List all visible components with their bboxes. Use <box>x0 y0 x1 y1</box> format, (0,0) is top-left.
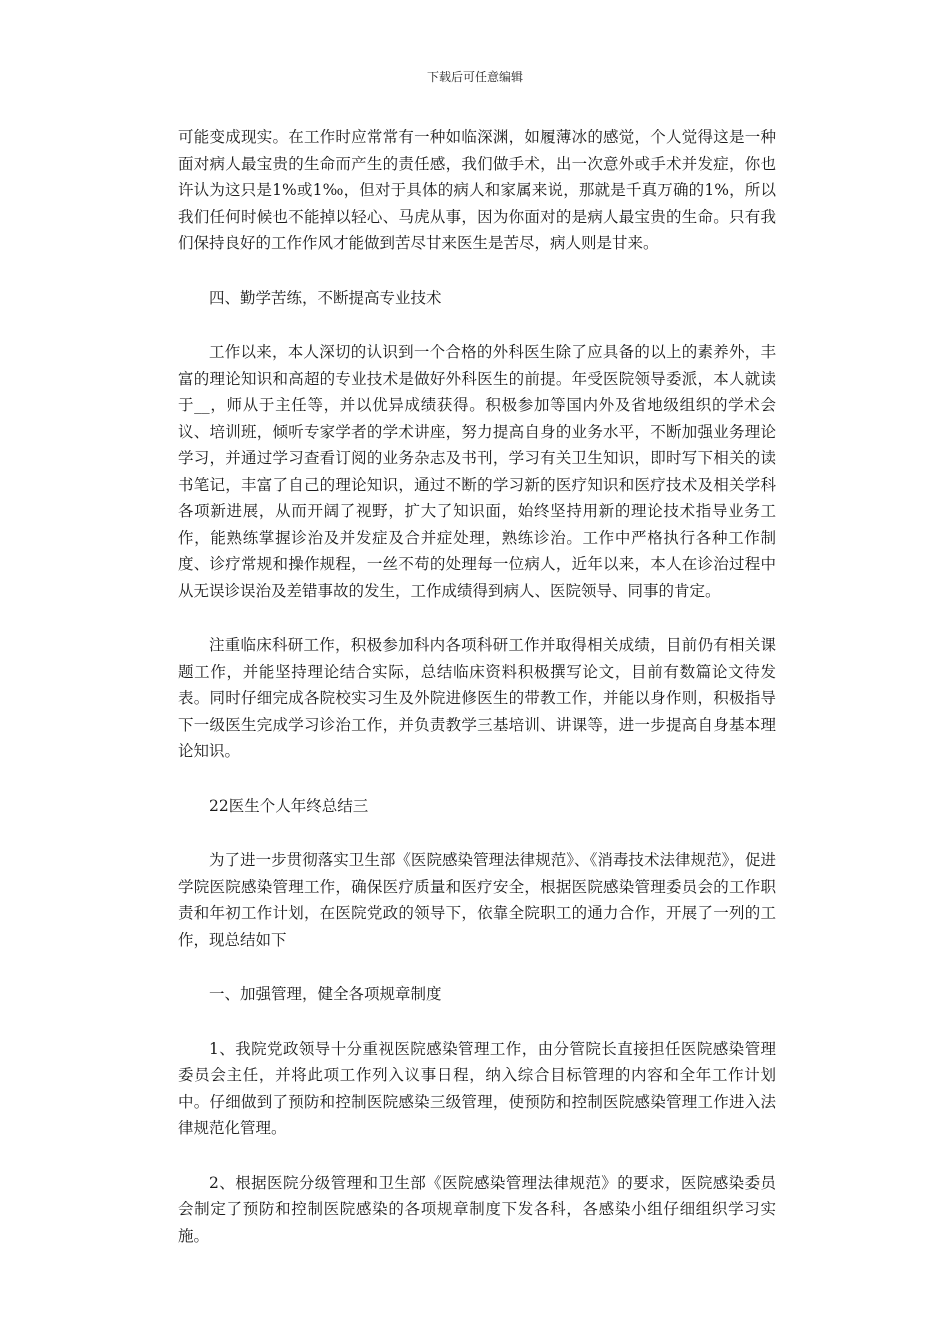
paragraph-research: 注重临床科研工作，积极参加科内各项科研工作并取得相关成绩，目前仍有相关课题工作，并能坚持理论结合实际，总结临床资料积极撰写论文，目前有数篇论文待发表。同时仔细完成各院校实习生及外院进修医生的带教工作，并能以身作则，积极指导下一级医生完成学习诊治工作，并负责教学三基培训、讲课等，进一步提高自身基本理论知识。 <box>178 636 776 760</box>
page-header: 下载后可任意编辑 <box>426 70 523 84</box>
paragraph-continuation: 可能变成现实。在工作时应常常有一种如临深渊，如履薄冰的感觉，个人觉得这是一种面对病人最宝贵的生命而产生的责任感，我们做手术，出一次意外或手术并发症，你也许认为这只是1%或1‰，但对于具体的病人和家属来说，那就是千真万确的1%，所以我们任何时候也不能掉以轻心、马虎从事，因为你面对的是病人最宝贵的生命。只有我们保持良好的工作作风才能做到苦尽甘来医生是苦尽，病人则是甘来。 <box>178 128 776 252</box>
section-heading-study: 四、勤学苦练，不断提高专业技术 <box>209 288 442 307</box>
paragraph-infection-intro: 为了进一步贯彻落实卫生部《医院感染管理法律规范》、《消毒技术法律规范》，促进学院医院感染管理工作，确保医疗质量和医疗安全，根据医院感染管理委员会的工作职责和年初工作计划，在医院党政的领导下，依靠全院职工的通力合作，开展了一列的工作，现总结如下 <box>178 851 776 949</box>
section-title-summary-three: 22医生个人年终总结三 <box>209 796 369 815</box>
document-body <box>178 124 776 1277</box>
paragraph-item-2: 2、根据医院分级管理和卫生部《医院感染管理法律规范》的要求，医院感染委员会制定了预防和控制医院感染的各项规章制度下发各科，各感染小组仔细组织学习实施。 <box>178 1173 776 1245</box>
paragraph-item-1: 1、我院党政领导十分重视医院感染管理工作，由分管院长直接担任医院感染管理委员会主任，并将此项工作列入议事日程，纳入综合目标管理的内容和全年工作计划中。仔细做到了预防和控制医院感染三级管理，使预防和控制医院感染管理工作进入法律规范化管理。 <box>178 1039 776 1137</box>
paragraph-professional-skills: 工作以来，本人深切的认识到一个合格的外科医生除了应具备的以上的素养外，丰富的理论知识和高超的专业技术是做好外科医生的前提。年受医院领导委派，本人就读于__，师从于主任等，并以优异成绩获得。积极参加等国内外及省地级组织的学术会议、培训班，倾听专家学者的学术讲座，努力提高自身的业务水平，不断加强业务理论学习，并通过学习查看订阅的业务杂志及书刊，学习有关卫生知识，即时写下相关的读书笔记，丰富了自己的理论知识，通过不断的学习新的医疗知识和医疗技术及相关学科各项新进展，从而开阔了视野，扩大了知识面，始终坚持用新的理论技术指导业务工作，能熟练掌握诊治及并发症及合并症处理，熟练诊治。工作中严格执行各种工作制度、诊疗常规和操作规程，一丝不苟的处理每一位病人，近年以来，本人在诊治过程中从无误诊误治及差错事故的发生，工作成绩得到病人、医院领导、同事的肯定。 <box>178 343 776 600</box>
section-heading-management: 一、加强管理，健全各项规章制度 <box>209 985 442 1003</box>
